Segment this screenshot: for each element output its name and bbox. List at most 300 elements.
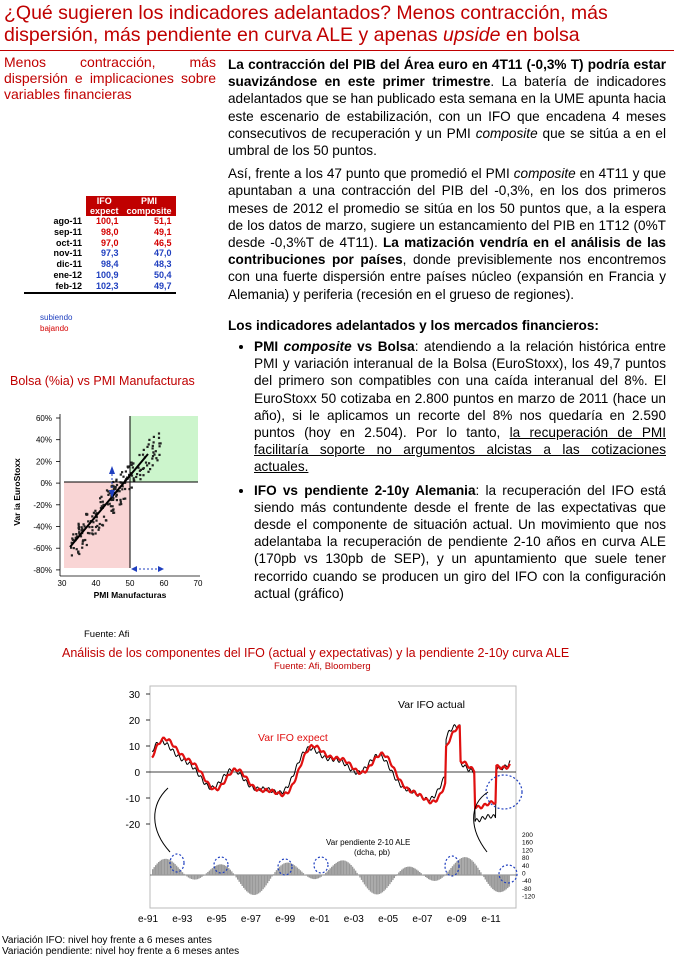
month-cell: nov-11 [53,248,82,259]
scatter-xlabel: PMI Manufacturas [93,590,167,600]
scatter-point [121,488,123,490]
scatter-point [94,510,96,512]
scatter-point [156,459,158,461]
ifo-x-tick: e-93 [172,914,193,925]
slope-bar [177,867,178,875]
slope-bar [283,863,284,875]
ifo-y-tick: -20 [125,820,140,831]
slope-bar [379,875,380,894]
ifo-expect-series [152,726,510,809]
scatter-point [120,501,122,503]
slope-bar [160,861,161,875]
ifo-cell: 100,1 [96,216,119,226]
slope-bar [174,864,175,875]
pmi-cell: 47,0 [154,248,172,259]
scatter-point [98,527,100,529]
slope-bar [419,872,420,875]
slope-bar [344,861,345,875]
slope-bar [310,875,311,878]
slope-y-tick: 160 [522,839,533,847]
slope-bar [162,859,163,875]
scatter-point [91,515,93,517]
slope-bar [421,873,422,875]
slope-bar [298,869,299,875]
scatter-point [142,454,144,456]
slope-bar [464,857,465,875]
scatter-point [115,486,117,488]
table-row [24,259,176,270]
slope-bar [231,871,232,875]
slope-bar [233,873,234,875]
slope-bar [207,872,208,875]
ifo-x-tick: e-07 [412,914,433,925]
scatter-point [106,489,108,491]
slope-bar [407,867,408,875]
slope-bar [427,875,428,878]
slope-bar [321,875,322,877]
slope-bar [286,863,287,875]
ifo-pmi-table [24,196,176,294]
slope-bar [297,868,298,875]
slope-bar [352,867,353,875]
slope-bar [413,868,414,875]
scatter-point [76,548,78,550]
slope-bar [412,867,413,875]
table-row [24,238,176,249]
pmi-cell: 50,4 [154,269,172,280]
scatter-point [143,449,145,451]
slope-y-tick: 80 [522,855,530,863]
footnote-ifo: Variación IFO: nivel hoy frente a 6 meses antes [2,935,212,946]
slope-bar [261,875,262,891]
scatter-point [105,519,107,521]
scatter-point [122,476,124,478]
slope-bar [373,875,374,894]
slope-bar [443,875,444,877]
scatter-point [95,526,97,528]
slope-bar [437,875,438,880]
slope-bar [391,875,392,882]
ifo-x-tick: e-09 [446,914,467,925]
slope-bar [349,864,350,876]
slope-bar [161,860,162,875]
slope-bar [462,857,463,875]
slope-bar [189,875,190,878]
scatter-x-tick: 40 [91,579,101,588]
slope-bar [168,860,169,875]
slope-bar [367,875,368,888]
scatter-point [133,479,135,481]
month-cell: feb-12 [24,281,86,293]
scatter-point [91,532,93,534]
table-row [24,270,176,281]
scatter-point [113,512,115,514]
scatter-point [152,455,154,457]
scatter-point [116,499,118,501]
slope-bar [173,863,174,875]
slope-bar [249,875,250,894]
slope-bar [477,868,478,875]
slope-bar [285,863,286,875]
pmi-cell: 51,1 [154,216,172,226]
scatter-point [78,553,80,555]
slope-bar [295,866,296,875]
green-zone [130,416,198,482]
scatter-point [135,476,137,478]
slope-bar [415,869,416,875]
scatter-point [124,488,126,490]
slope-bar [154,867,155,875]
slope-bar [279,867,280,875]
footnote-pendiente: Variación pendiente: nivel hoy frente a 6 meses antes [2,946,240,957]
label-slope: Var pendiente 2-10 ALE [326,838,411,847]
scatter-point [131,487,133,489]
slope-y-tick: -120 [522,893,536,901]
scatter-point [119,499,121,501]
scatter-point [155,457,157,459]
slope-bar [471,860,472,875]
ifo-actual-series [152,725,510,822]
slope-bar [473,862,474,875]
slope-bar [155,865,156,875]
scatter-point [132,462,134,464]
scatter-point [102,524,104,526]
section-heading: Los indicadores adelantados y los mercados financieros: [228,317,599,333]
scatter-point [82,543,84,545]
slope-bar [359,875,360,878]
bullet-pmi-bolsa: • PMI composite vs Bolsa: atendiendo a la relación histórica entre PMI y variación interanual de la Bolsa (EuroStoxx), los 49,7 puntos del primero son compatibles con una caída interanual del 8%. El EuroStoxx 50 cotizaba en 2.800 puntos en marzo de 2011 (hace un año), si le aplicamos un recorte del 8% nos quedaría en 2.590 puntos (hoy en 2.504). Por lo tanto, la recuperación de PMI facilitaría soporte no argumentos alcistas a las cotizaciones actuales. [254,338,666,476]
pmi-cell: 48,3 [154,259,172,270]
scatter-point [110,505,112,507]
scatter-point [151,458,153,460]
scatter-point [113,488,115,490]
scatter-point [152,445,154,447]
slope-bar [324,874,325,875]
slope-bar [343,860,344,875]
slope-bar [258,875,259,893]
ifo-x-tick: e-95 [206,914,227,925]
slope-bar [440,875,441,879]
slope-bar [403,869,404,876]
scatter-point [153,441,155,443]
slope-y-tick: -80 [522,885,532,893]
scatter-point [158,454,160,456]
slope-bar [410,867,411,875]
slope-bar [441,875,442,878]
slope-bar [206,873,207,875]
month-cell: dic-11 [56,259,82,270]
slope-bar [362,875,363,882]
slope-bar [434,875,435,881]
slope-bar [497,875,498,892]
month-cell: oct-11 [55,237,82,248]
slope-bar [432,875,433,881]
slope-bar [194,875,195,880]
table-row [24,281,176,293]
pmi-cell: 49,7 [123,281,176,293]
slope-bar [416,870,417,875]
slope-bar [346,861,347,875]
slope-bar [450,868,451,875]
scatter-point [88,526,90,528]
scatter-point [86,544,88,546]
scatter-point [103,516,105,518]
scatter-point [91,526,93,528]
slope-bar [268,875,269,881]
slope-bar [248,875,249,893]
table-row [24,227,176,238]
scatter-point [81,526,83,528]
slope-bar [503,875,504,891]
ifo-x-tick: e-11 [481,914,501,925]
scatter-point [116,494,118,496]
scatter-y-tick: -20% [33,500,52,510]
slope-bar [198,875,199,879]
slope-bar [218,865,219,875]
slope-bar [331,867,332,875]
slope-bar [404,868,405,875]
slope-bar [492,875,493,889]
scatter-point [78,527,80,529]
slope-bar [227,867,228,875]
scatter-point [77,551,79,553]
scatter-point [78,524,80,526]
slope-bar [368,875,369,890]
slope-bar [303,873,304,875]
scatter-point [159,445,161,447]
slope-bar [374,875,375,894]
slope-bar [255,875,256,895]
scatter-point [147,471,149,473]
slope-bar [300,870,301,875]
slope-bar [337,862,338,875]
slope-bar [476,866,477,876]
slope-bar [501,875,502,892]
slope-bar [438,875,439,880]
pmi-cell: 46,5 [154,237,172,248]
ifo-y-tick: -10 [125,794,140,805]
slope-bar [222,865,223,875]
scatter-point [100,496,102,498]
slope-y-tick: 120 [522,847,533,855]
slope-bar [334,864,335,875]
slope-bar [183,874,184,875]
ifo-chart-source: Fuente: Afi, Bloomberg [274,661,371,672]
slope-bar [453,864,454,875]
slope-bar [230,870,231,875]
scatter-point [138,454,140,456]
scatter-point [152,464,154,466]
scatter-y-tick: -60% [33,544,52,554]
slope-bar [262,875,263,889]
scatter-point [121,471,123,473]
slope-bar [289,863,290,875]
legend-up: subiendo [40,313,73,322]
slope-bar [165,859,166,875]
slope-bar [380,875,381,893]
slope-bar [350,865,351,875]
ifo-cell: 97,3 [101,248,119,259]
slope-bar [485,875,486,880]
scatter-chart [0,404,222,604]
slope-bar [401,870,402,875]
slope-bar [385,875,386,890]
slope-bar [176,866,177,875]
slope-bar [480,872,481,875]
slope-bar [179,869,180,875]
scatter-y-tick: 40% [35,435,52,445]
slope-bar [301,872,302,875]
slope-bar [327,871,328,875]
slope-bar [209,871,210,875]
slope-bar [192,875,193,879]
label-slope-2: (dcha, pb) [354,848,391,857]
slope-y-tick: 40 [522,862,530,870]
scatter-point [116,484,118,486]
ifo-y-tick: 20 [128,716,140,727]
page-title: ¿Qué sugieren los indicadores adelantados? Menos contracción, más dispersión, más pendiente en curva ALE y apenas upside en bolsa [4,2,608,46]
title-divider [0,50,674,51]
scatter-x-tick: 50 [125,579,135,588]
scatter-point [158,437,160,439]
slope-bar [267,875,268,883]
scatter-point [127,466,129,468]
slope-bar [377,875,378,894]
scatter-y-tick: 0% [40,479,52,489]
slope-bar [270,875,271,879]
slope-bar [313,875,314,879]
slope-bar [491,875,492,888]
slope-bar [195,875,196,880]
scatter-point [119,490,121,492]
slope-bar [333,865,334,875]
slope-bar [406,867,407,875]
slope-bar [429,875,430,880]
slope-bar [455,863,456,875]
slope-bar [371,875,372,893]
label-expect: Var IFO expect [258,732,328,744]
scatter-source: Fuente: Afi [84,629,130,640]
scatter-point [91,529,93,531]
scatter-y-tick: 60% [35,414,52,423]
slope-bar [456,861,457,875]
scatter-y-tick: 20% [35,457,52,467]
slope-bar [256,875,257,894]
month-cell: ene-12 [53,269,82,280]
scatter-point [120,474,122,476]
slope-bar [479,870,480,875]
ifo-cell: 98,4 [101,259,119,270]
slope-y-tick: 200 [522,832,533,839]
slope-bar [340,861,341,875]
month-cell: ago-11 [53,216,82,226]
slope-bar [319,875,320,878]
slope-bar [336,863,337,875]
slope-bar [507,875,508,888]
slope-bar [152,869,153,875]
slope-bar [452,866,453,875]
slope-bar [252,875,253,895]
slope-bar [309,875,310,878]
scatter-point [139,474,141,476]
table-row [24,248,176,259]
slope-bar [164,859,165,875]
slope-bar [461,858,462,875]
slope-bar [306,875,307,876]
scatter-x-tick: 70 [193,579,203,588]
ifo-x-tick: e-03 [343,914,364,925]
slope-bar [265,875,266,885]
scatter-point [85,513,87,515]
scatter-point [142,468,144,470]
scatter-point [72,533,74,535]
scatter-point [146,446,148,448]
slope-bar [197,875,198,879]
scatter-point [148,439,150,441]
slope-bar [488,875,489,884]
slope-bar [242,875,243,886]
slope-bar [304,875,305,876]
ifo-x-tick: e-91 [137,914,159,925]
bullet-list [228,338,666,602]
ifo-x-tick: e-01 [309,914,330,925]
scatter-point [95,520,97,522]
slope-bar [355,871,356,875]
slope-bar [318,875,319,878]
slope-bar [240,875,241,884]
ifo-cell: 98,0 [101,226,119,237]
slope-bar [312,875,313,879]
ifo-cell: 102,3 [86,281,123,293]
scatter-point [145,462,147,464]
slope-bar [330,868,331,875]
slope-bar [203,875,204,876]
main-text [228,56,666,608]
slope-bar [325,873,326,875]
slope-bar [186,875,187,876]
table-header-pmi: PMI [123,196,176,206]
slope-bar [388,875,389,886]
slope-bar [237,875,238,880]
scatter-chart-title: Bolsa (%ia) vs PMI Manufacturas [10,374,195,388]
slope-bar [489,875,490,886]
label-actual: Var IFO actual [398,699,465,711]
scatter-point [71,554,73,556]
ifo-y-tick: 30 [128,690,140,701]
ifo-x-tick: e-97 [240,914,261,925]
slope-bar [394,875,395,878]
month-cell: sep-11 [53,226,82,237]
slope-bar [239,875,240,882]
scatter-point [158,442,160,444]
slope-bar [259,875,260,892]
slope-bar [221,864,222,875]
slope-bar [431,875,432,880]
pmi-cell: 49,1 [154,226,172,237]
scatter-point [81,547,83,549]
slope-bar [353,869,354,875]
scatter-point [71,537,73,539]
ifo-chart [0,680,560,930]
slope-bar [468,858,469,875]
scatter-point [139,478,141,480]
slope-bar [409,867,410,875]
scatter-point [113,485,115,487]
slope-bar [361,875,362,880]
ifo-x-tick: e-05 [378,914,399,925]
table-header-expect: expect [86,206,123,216]
ifo-x-tick: e-99 [275,914,296,925]
